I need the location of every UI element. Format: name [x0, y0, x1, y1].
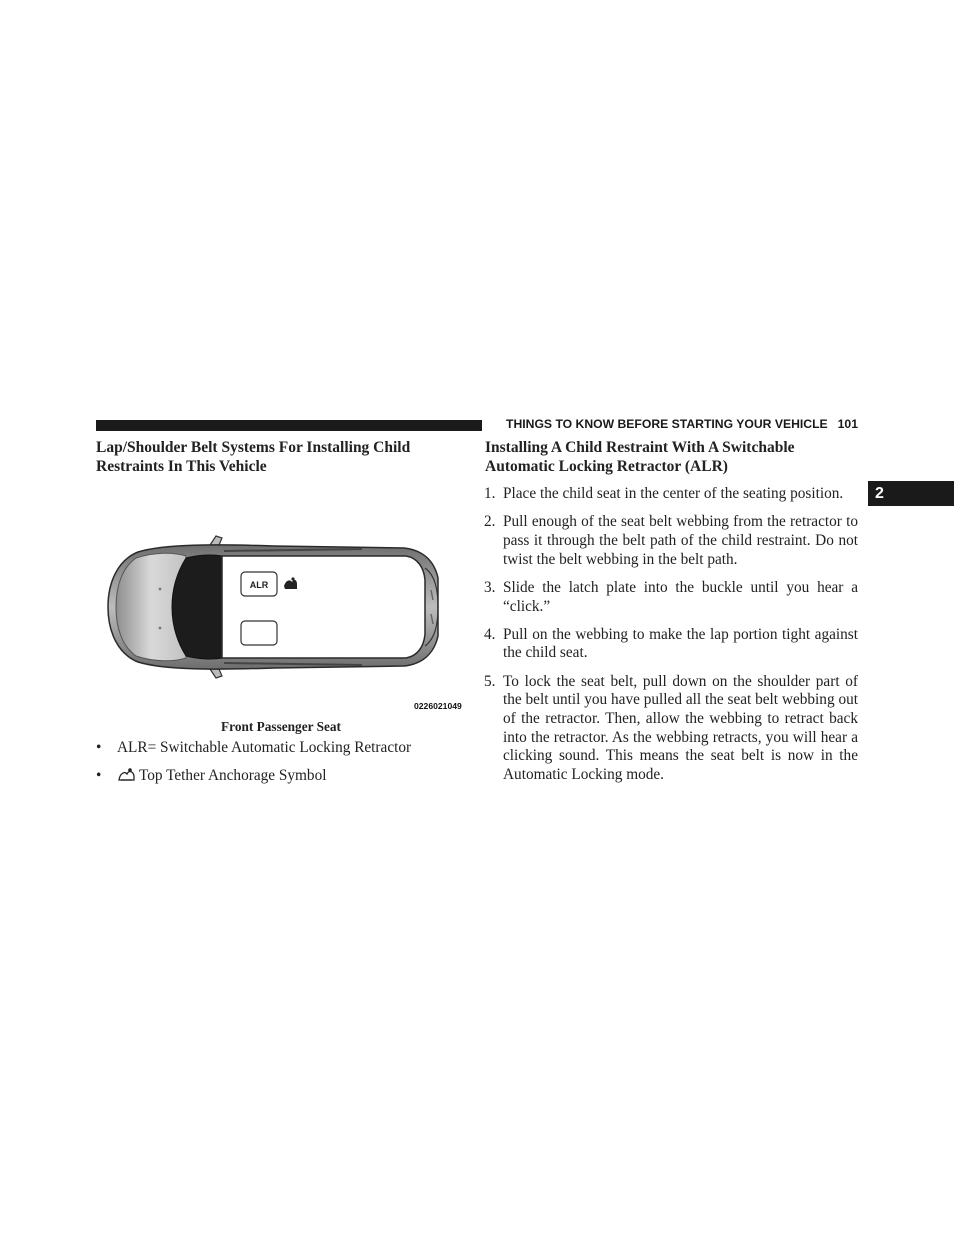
left-section-heading: Lap/Shoulder Belt Systems For Installing Child Restraints In This Vehicle	[96, 439, 411, 475]
list-item	[484, 485, 858, 504]
right-section-heading: Installing A Child Restraint With A Switchable Automatic Locking Retractor (ALR)	[485, 439, 795, 475]
installation-steps	[484, 485, 858, 794]
alr-label: ALR	[249, 580, 269, 590]
step-number: 2.	[484, 513, 496, 531]
step-text: Pull enough of the seat belt webbing from the retractor to pass it through the belt path of the child restraint. Do not twist the belt webbing in the belt path.	[503, 513, 858, 568]
bullet-dot: •	[96, 739, 102, 756]
step-number: 3.	[484, 578, 496, 596]
windshield	[172, 555, 222, 659]
chapter-tab: 2	[868, 481, 954, 506]
step-number: 4.	[484, 625, 496, 643]
list-item	[96, 738, 466, 758]
vehicle-top-view-figure	[104, 528, 470, 718]
step-text: Pull on the webbing to make the lap portion tight against the child seat.	[503, 625, 858, 662]
header-rule	[96, 420, 482, 431]
step-number: 5.	[484, 672, 496, 690]
step-number: 1.	[484, 485, 496, 502]
hood-marker-2	[159, 627, 162, 630]
page-number: 101	[837, 417, 858, 431]
alr-seat-marker	[241, 572, 277, 596]
list-item	[96, 766, 466, 786]
figure-caption: Front Passenger Seat	[221, 719, 341, 734]
bullet-dot: •	[96, 767, 102, 784]
step-text: Place the child seat in the center of the seating position.	[503, 485, 844, 502]
legend-text: Top Tether Anchorage Symbol	[139, 767, 327, 784]
rear-seat-outline	[241, 621, 277, 645]
running-header	[490, 417, 858, 433]
list-item	[484, 579, 858, 616]
list-item	[484, 673, 858, 785]
step-text: To lock the seat belt, pull down on the shoulder part of the belt until you have pulled all the seat belt webbing out of the retractor. Then, allow the webbing to retract back into the retractor. As the webbing retracts, you will hear a clicking sound. This means the seat belt is now in the Automatic Locking mode.	[503, 672, 858, 784]
step-text: Slide the latch plate into the buckle until you hear a “click.”	[503, 578, 858, 615]
list-item	[484, 626, 858, 663]
figure-id: 0226021049	[414, 701, 462, 711]
legend-text: ALR= Switchable Automatic Locking Retractor	[117, 739, 412, 756]
list-item	[484, 513, 858, 569]
hood-marker-1	[159, 588, 162, 591]
legend-list	[96, 738, 466, 794]
top-tether-icon	[117, 767, 137, 782]
running-header-title: THINGS TO KNOW BEFORE STARTING YOUR VEHICLE	[506, 417, 828, 431]
